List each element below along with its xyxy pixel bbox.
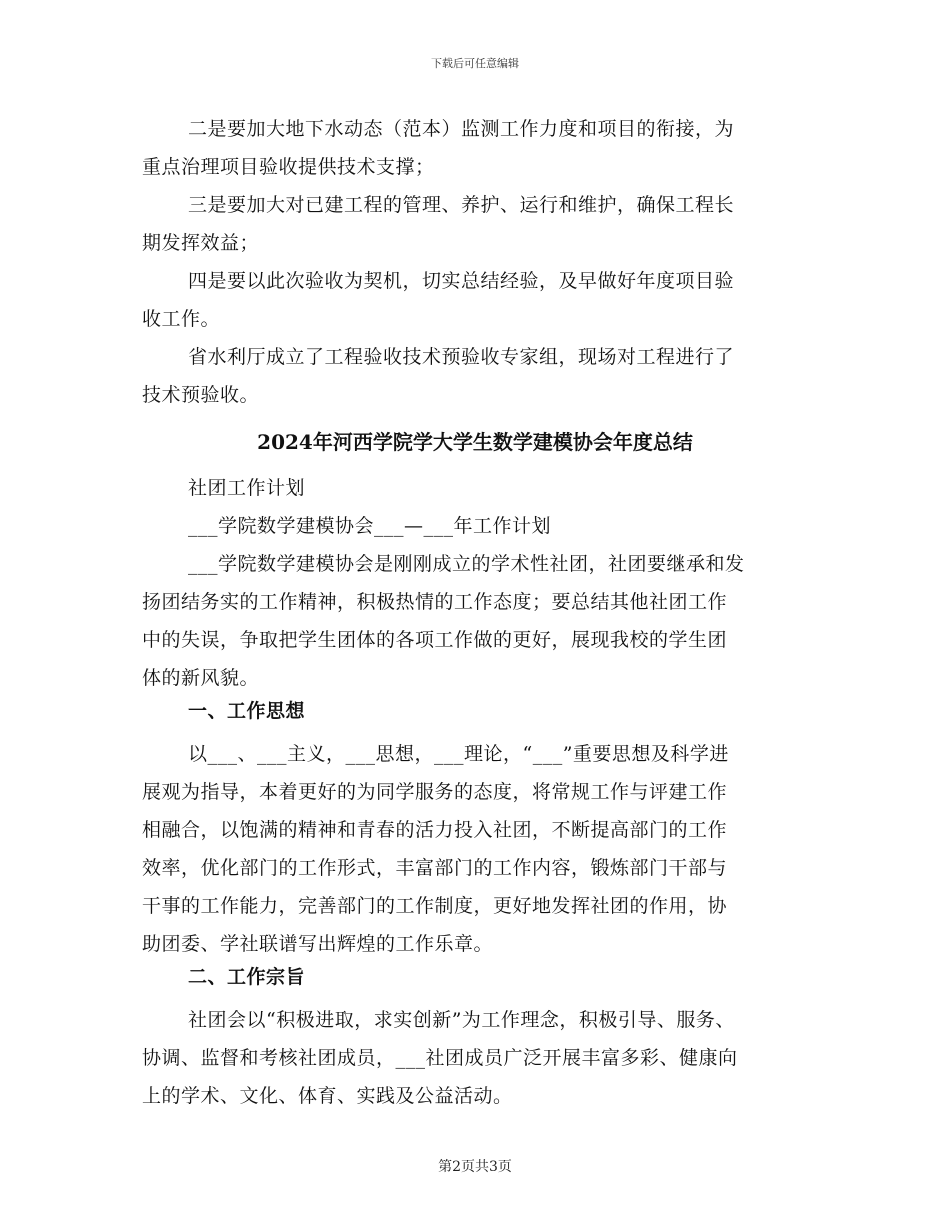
section-heading: 一、工作思想: [188, 700, 306, 722]
paragraph-line: 体的新风貌。: [142, 667, 260, 689]
paragraph-line: 相融合，以饱满的精神和青春的活力投入社团，不断提高部门的工作: [142, 819, 728, 841]
paragraph-line: 展观为指导，本着更好的为同学服务的态度，将常规工作与评建工作: [142, 781, 728, 803]
paragraph-line: 重点治理项目验收提供技术支撑；: [142, 156, 435, 178]
paragraph-line: 收工作。: [142, 308, 221, 330]
paragraph-line: 社团工作计划: [188, 477, 306, 499]
paragraph-line: 上的学术、文化、体育、实践及公益活动。: [142, 1085, 513, 1107]
paragraph-line: ___学院数学建模协会是刚刚成立的学术性社团，社团要继承和发: [188, 553, 745, 575]
paragraph-line: 中的失误，争取把学生团体的各项工作做的更好，展现我校的学生团: [142, 629, 728, 651]
section-heading: 二、工作宗旨: [188, 966, 306, 988]
paragraph-line: 效率，优化部门的工作形式，丰富部门的工作内容，锻炼部门干部与: [142, 857, 728, 879]
paragraph-line: ___学院数学建模协会___—___年工作计划: [188, 515, 552, 537]
paragraph-line: 干事的工作能力，完善部门的工作制度，更好地发挥社团的作用，协: [142, 895, 728, 917]
paragraph-line: 助团委、学社联谱写出辉煌的工作乐章。: [142, 933, 494, 955]
page-footer: 第2页共3页: [438, 1159, 512, 1175]
paragraph-line: 以___、___主义，___思想，___理论，“___”重要思想及科学进: [188, 743, 729, 765]
page-header: 下载后可任意编辑: [431, 57, 519, 70]
paragraph-line: 期发挥效益；: [142, 232, 260, 254]
paragraph-line: 二是要加大地下水动态（范本）监测工作力度和项目的衔接，为: [188, 118, 735, 140]
paragraph-line: 三是要加大对已建工程的管理、养护、运行和维护，确保工程长: [188, 194, 735, 216]
document-title: 2024年河西学院学大学生数学建模协会年度总结: [257, 430, 693, 454]
paragraph-line: 社团会以“积极进取，求实创新”为工作理念，积极引导、服务、: [188, 1009, 735, 1031]
paragraph-line: 四是要以此次验收为契机，切实总结经验，及早做好年度项目验: [188, 270, 735, 292]
paragraph-line: 协调、监督和考核社团成员，___社团成员广泛开展丰富多彩、健康向: [142, 1047, 738, 1069]
paragraph-line: 技术预验收。: [142, 384, 260, 406]
paragraph-line: 扬团结务实的工作精神，积极热情的工作态度；要总结其他社团工作: [142, 591, 728, 613]
paragraph-line: 省水利厅成立了工程验收技术预验收专家组，现场对工程进行了: [188, 346, 735, 368]
